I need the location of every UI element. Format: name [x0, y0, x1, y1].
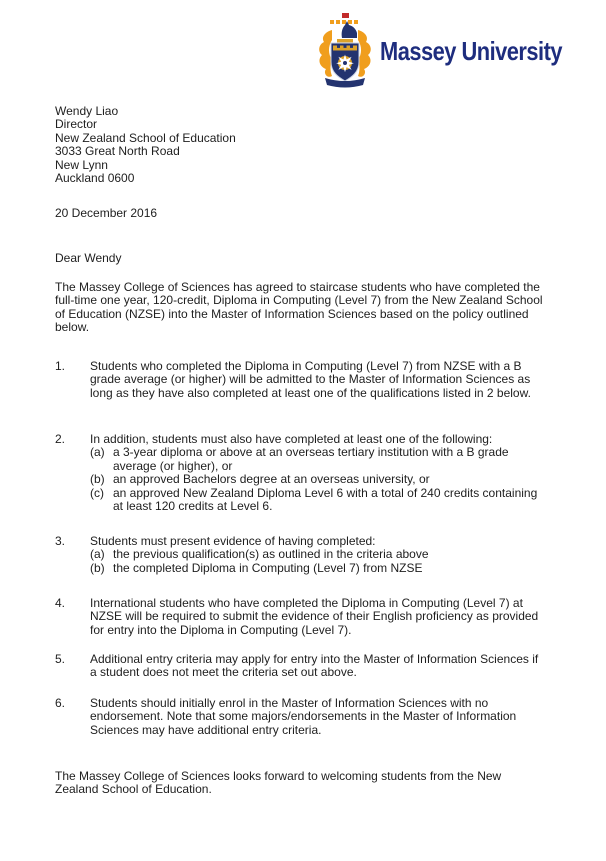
sub-item-text: a 3-year diploma or above at an overseas tertiary institution with a B grade average (or higher), or: [113, 445, 509, 473]
list-item-number: 2.: [55, 432, 66, 446]
sub-item: [90, 446, 547, 473]
recipient-line: New Zealand School of Education: [55, 130, 236, 145]
list-item-number: 4.: [55, 596, 66, 610]
list-item-text: Students must present evidence of having completed:: [90, 534, 376, 548]
sub-item-text: an approved New Zealand Diploma Level 6 with a total of 240 credits containing at least 120 credits at Level 6.: [113, 485, 538, 514]
list-item: [55, 597, 547, 637]
list-item-number: 6.: [55, 696, 66, 710]
opening-paragraph: The Massey College of Sciences has agreed to staircase students who have completed the full-time one year, 120-credit, Diploma in Computing (Level 7) from the New Zealand School of Education (NZSE) into the Master of Information Sciences based on the policy outlined below.: [55, 280, 543, 335]
recipient-line: 3033 Great North Road: [55, 144, 180, 159]
recipient-line: Director: [55, 117, 98, 132]
sub-item-label: (a): [90, 547, 105, 562]
sub-item-label: (b): [90, 472, 105, 487]
logo-wordmark: Massey University: [380, 36, 563, 66]
sub-item-text: the previous qualification(s) as outlined in the criteria above: [113, 547, 429, 562]
recipient-line: Auckland 0600: [55, 171, 135, 186]
sub-item-text: an approved Bachelors degree at an overseas university, or: [113, 472, 430, 487]
closing-paragraph: The Massey College of Sciences looks forward to welcoming students from the New Zealand School of Education.: [55, 769, 502, 797]
list-item-number: 5.: [55, 652, 66, 666]
list-item: [55, 360, 547, 400]
massey-crest-icon: [317, 12, 373, 88]
sub-item: [90, 562, 547, 575]
list-item-text: Additional entry criteria may apply for entry into the Master of Information Sciences if a student does not meet the criteria set out above.: [90, 652, 539, 680]
letter-date: 20 December 2016: [55, 206, 158, 220]
list-item: [55, 433, 547, 513]
recipient-line: New Lynn: [55, 157, 108, 172]
list-item: [55, 653, 547, 680]
sub-item: [90, 487, 547, 514]
list-item-text: In addition, students must also have completed at least one of the following:: [90, 432, 493, 446]
list-item-number: 3.: [55, 534, 66, 548]
list-item-text: International students who have completed the Diploma in Computing (Level 7) at NZSE will be required to submit the evidence of their English proficiency as provided for entry into the Diploma in Computing (Level 7).: [90, 596, 539, 637]
list-item: [55, 535, 547, 575]
list-item-number: 1.: [55, 359, 66, 373]
recipient-block: [55, 105, 236, 185]
list-item-text: Students should initially enrol in the Master of Information Sciences with no endorsement. Note that some majors/endorsements in the Master of Information Sciences may have additional entry criteria.: [90, 696, 517, 737]
sub-item-label: (a): [90, 445, 105, 460]
recipient-line: Wendy Liao: [55, 104, 119, 118]
list-item-text: Students who completed the Diploma in Computing (Level 7) from NZSE with a B grade average (or higher) will be admitted to the Master of Information Sciences as long as they have also completed at least one of the qualifications listed in 2 below.: [90, 359, 531, 400]
university-logo: [317, 12, 597, 88]
list-item: [55, 697, 547, 737]
sub-item-label: (c): [90, 485, 104, 500]
sub-item-label: (b): [90, 560, 105, 575]
salutation: Dear Wendy: [55, 251, 122, 265]
sub-item: [90, 473, 547, 486]
sub-item: [90, 548, 547, 561]
sub-item-text: the completed Diploma in Computing (Level 7) from NZSE: [113, 560, 423, 575]
